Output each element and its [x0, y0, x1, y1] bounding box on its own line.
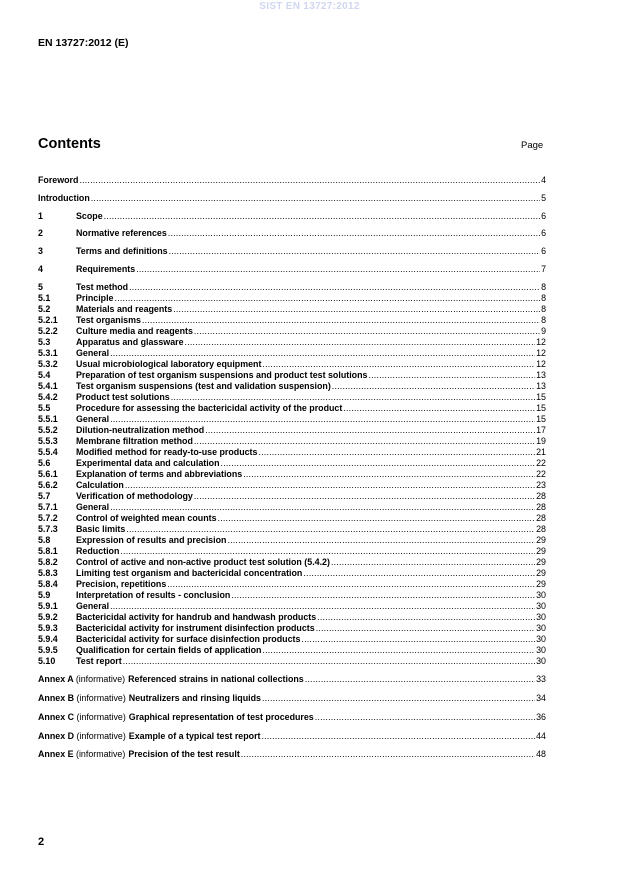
toc-entry-title: Preparation of test organism suspensions and product test solutions — [76, 369, 368, 380]
toc-entry-number: 5.9.2 — [38, 611, 58, 622]
dot-leader — [343, 403, 535, 414]
toc-entry-page: 29 — [536, 556, 546, 567]
toc-entry-title: Introduction — [38, 192, 90, 203]
toc-entry-title: Test report — [76, 655, 122, 666]
watermark: SIST EN 13727:2012 — [259, 1, 360, 12]
toc-entry-page: 29 — [536, 578, 546, 589]
toc-entry-number: 5.9.5 — [38, 644, 58, 655]
toc-entry-page: 29 — [536, 534, 546, 545]
toc-entry-page: 22 — [536, 468, 546, 479]
dot-leader — [317, 612, 535, 623]
annex-prefix — [38, 731, 126, 742]
annex-title: Precision of the test result — [128, 749, 240, 760]
annex-page: 44 — [536, 730, 546, 741]
annex-kind: (informative) — [75, 674, 126, 685]
toc-entry[interactable] — [38, 348, 546, 359]
dot-leader — [368, 370, 535, 381]
toc-entry-page: 28 — [536, 512, 546, 523]
dot-leader — [173, 304, 540, 315]
toc-entry-number: 4 — [38, 263, 43, 274]
toc-entry[interactable] — [38, 590, 546, 601]
toc-entry-title: Materials and reagents — [76, 303, 173, 314]
toc-entry-page: 21 — [536, 446, 546, 457]
dot-leader — [194, 491, 535, 502]
toc-entry-number: 5.9.1 — [38, 600, 58, 611]
dot-leader — [129, 282, 540, 293]
annex-title: Referenced strains in national collections — [128, 674, 304, 685]
toc-entry-page: 8 — [541, 314, 546, 325]
toc-entry-title: Bactericidal activity for handrub and handwash products — [76, 611, 317, 622]
toc-entry-number: 5.9 — [38, 589, 51, 600]
dot-leader — [258, 447, 535, 458]
dot-leader — [331, 557, 535, 568]
dot-leader — [316, 623, 535, 634]
annex-prefix — [38, 712, 126, 723]
dot-leader — [227, 535, 535, 546]
toc-entry-number: 5.8.1 — [38, 545, 58, 556]
toc-entry-title: General — [76, 413, 110, 424]
toc-entry-title: Limiting test organism and bactericidal concentration — [76, 567, 303, 578]
toc-entry-number: 2 — [38, 228, 43, 239]
toc-entry-page: 5 — [541, 192, 546, 203]
toc-entry-title: Experimental data and calculation — [76, 457, 220, 468]
toc-entry-title: Reduction — [76, 545, 120, 556]
toc-entry-number: 5.9.3 — [38, 622, 58, 633]
dot-leader — [79, 175, 540, 186]
toc-entry-page: 30 — [536, 589, 546, 600]
toc-entry-page: 29 — [536, 567, 546, 578]
toc-entry-title: Explanation of terms and abbreviations — [76, 468, 243, 479]
toc-entry-title: Test organism suspensions (test and validation suspension) — [76, 380, 331, 391]
toc-entry[interactable] — [38, 568, 546, 579]
toc-entry[interactable] — [38, 326, 546, 337]
toc-entry-number: 5.5.1 — [38, 413, 58, 424]
toc-entry-title: Test organisms — [76, 314, 141, 325]
toc-entry-title: Modified method for ready-to-use products — [76, 446, 258, 457]
table-of-contents — [38, 175, 546, 760]
dot-leader — [142, 315, 540, 326]
toc-entry-number: 5.2.2 — [38, 325, 58, 336]
toc-entry[interactable] — [38, 436, 546, 447]
dot-leader — [262, 693, 535, 704]
toc-entry-number: 5.1 — [38, 292, 51, 303]
toc-entry[interactable] — [38, 425, 546, 436]
annex-prefix — [38, 749, 125, 760]
toc-entry-number: 5.10 — [38, 655, 56, 666]
toc-entry-page: 17 — [536, 424, 546, 435]
toc-entry-number: 5.8.4 — [38, 578, 58, 589]
dot-leader — [110, 601, 535, 612]
toc-entry-page: 28 — [536, 490, 546, 501]
toc-entry-title: Principle — [76, 292, 114, 303]
toc-entry-page: 15 — [536, 402, 546, 413]
toc-entry-page: 12 — [536, 336, 546, 347]
dot-leader — [332, 381, 535, 392]
toc-entry[interactable] — [38, 645, 546, 656]
toc-entry-number: 5.7.2 — [38, 512, 58, 523]
toc-entry[interactable] — [38, 502, 546, 513]
dot-leader — [243, 469, 535, 480]
toc-entry-title: Requirements — [76, 263, 136, 274]
toc-entry-title: Test method — [76, 281, 129, 292]
dot-leader — [315, 712, 535, 723]
toc-entry[interactable] — [38, 524, 546, 535]
toc-entry[interactable] — [38, 557, 546, 568]
toc-entry[interactable] — [38, 535, 546, 546]
dot-leader — [110, 414, 535, 425]
toc-entry-title: Control of active and non-active product test solution (5.4.2) — [76, 556, 330, 567]
toc-entry[interactable] — [38, 304, 546, 315]
toc-entry-page: 28 — [536, 523, 546, 534]
dot-leader — [120, 546, 535, 557]
dot-leader — [185, 337, 536, 348]
page-number: 2 — [38, 836, 45, 848]
toc-entry-number: 5.3.1 — [38, 347, 58, 358]
annex-kind: (informative) — [76, 730, 126, 741]
annex-kind: (informative) — [76, 693, 126, 704]
toc-entry[interactable] — [38, 447, 546, 458]
toc-entry-number: 5.2.1 — [38, 314, 58, 325]
contents-title: Contents — [38, 136, 101, 152]
toc-entry-number: 5.3.2 — [38, 358, 58, 369]
annex-prefix — [38, 693, 126, 704]
toc-entry-page: 8 — [541, 292, 546, 303]
toc-entry-page: 30 — [536, 655, 546, 666]
toc-entry[interactable] — [38, 315, 546, 326]
dot-leader — [262, 645, 535, 656]
toc-entry-number: 5.5 — [38, 402, 51, 413]
dot-leader — [123, 656, 535, 667]
dot-leader — [125, 480, 535, 491]
toc-entry[interactable] — [38, 601, 546, 612]
toc-entry-page: 4 — [541, 175, 546, 185]
toc-entry-page: 6 — [541, 228, 546, 239]
toc-entry-title: General — [76, 600, 110, 611]
dot-leader — [205, 425, 535, 436]
toc-entry-title: Foreword — [38, 175, 79, 185]
toc-entry-page: 9 — [541, 325, 546, 336]
toc-entry-page: 29 — [536, 545, 546, 556]
toc-entry-number: 5.6 — [38, 457, 51, 468]
annex-page: 34 — [536, 693, 546, 704]
toc-entry-page: 8 — [541, 303, 546, 314]
toc-entry-number: 5.4 — [38, 369, 51, 380]
toc-entry-title: Membrane filtration method — [76, 435, 193, 446]
page-column-label: Page — [521, 140, 544, 151]
toc-entry-title: Qualification for certain fields of application — [76, 644, 262, 655]
toc-entry-page: 30 — [536, 611, 546, 622]
toc-annex-entry[interactable] — [38, 731, 546, 742]
toc-entry-title: General — [76, 501, 110, 512]
toc-entry[interactable] — [38, 264, 546, 275]
annex-label: Annex B — [38, 693, 74, 704]
toc-entry[interactable] — [38, 211, 546, 222]
toc-entry[interactable] — [38, 175, 546, 186]
toc-entry[interactable] — [38, 458, 546, 469]
document-id: EN 13727:2012 (E) — [38, 37, 129, 49]
toc-annex-entry[interactable] — [38, 749, 546, 760]
toc-entry-title: Verification of methodology — [76, 490, 193, 501]
toc-entry[interactable] — [38, 656, 546, 667]
toc-entry-number: 5.6.1 — [38, 468, 58, 479]
toc-entry-title: Expression of results and precision — [76, 534, 227, 545]
toc-entry-page: 6 — [541, 246, 546, 257]
toc-annex-entry[interactable] — [38, 712, 546, 723]
toc-entry[interactable] — [38, 612, 546, 623]
toc-entry-page: 30 — [536, 600, 546, 611]
toc-entry[interactable] — [38, 546, 546, 557]
dot-leader — [104, 211, 540, 222]
dot-leader — [261, 731, 535, 742]
toc-entry-number: 5.2 — [38, 303, 51, 314]
annex-label: Annex C — [38, 711, 74, 722]
annex-title: Neutralizers and rinsing liquids — [128, 693, 261, 704]
annex-kind: (informative) — [75, 749, 126, 760]
toc-entry-number: 5.7.1 — [38, 501, 58, 512]
toc-entry[interactable] — [38, 282, 546, 293]
toc-entry[interactable] — [38, 337, 546, 348]
toc-entry-title: Dilution-neutralization method — [76, 424, 205, 435]
dot-leader — [115, 293, 541, 304]
toc-entry-title: Procedure for assessing the bactericidal activity of the product — [76, 402, 343, 413]
toc-entry-number: 5.5.3 — [38, 435, 58, 446]
toc-entry[interactable] — [38, 491, 546, 502]
toc-entry-title: Calculation — [76, 479, 124, 490]
annex-title: Graphical representation of test procedures — [128, 711, 314, 722]
dot-leader — [91, 193, 540, 204]
toc-entry-title: Precision, repetitions — [76, 578, 167, 589]
toc-entry[interactable] — [38, 359, 546, 370]
dot-leader — [221, 458, 536, 469]
toc-entry-number: 5.9.4 — [38, 633, 58, 644]
toc-entry[interactable] — [38, 469, 546, 480]
toc-entry[interactable] — [38, 193, 546, 204]
toc-annex-entry[interactable] — [38, 674, 546, 685]
dot-leader — [262, 359, 535, 370]
dot-leader — [136, 264, 540, 275]
toc-annex-entry[interactable] — [38, 693, 546, 704]
dot-leader — [218, 513, 536, 524]
toc-entry-number: 5.8.3 — [38, 567, 58, 578]
toc-entry-number: 5.4.2 — [38, 391, 58, 402]
dot-leader — [303, 568, 535, 579]
toc-entry-title: Bactericidal activity for surface disinfection products — [76, 633, 301, 644]
toc-entry-title: Apparatus and glassware — [76, 336, 184, 347]
toc-entry[interactable] — [38, 246, 546, 257]
toc-entry-page: 7 — [541, 263, 546, 274]
annex-label: Annex A — [38, 674, 74, 685]
toc-entry-number: 5.5.2 — [38, 424, 58, 435]
toc-entry-title: Terms and definitions — [76, 246, 168, 257]
toc-entry-title: Culture media and reagents — [76, 325, 193, 336]
toc-entry[interactable] — [38, 392, 546, 403]
toc-entry-page: 12 — [536, 358, 546, 369]
toc-entry-number: 5.5.4 — [38, 446, 58, 457]
toc-entry-number: 5.7.3 — [38, 523, 58, 534]
toc-entry-number: 5.3 — [38, 336, 51, 347]
toc-entry-page: 22 — [536, 457, 546, 468]
annex-label: Annex D — [38, 730, 74, 741]
toc-entry[interactable] — [38, 634, 546, 645]
toc-entry-number: 5.7 — [38, 490, 51, 501]
dot-leader — [305, 674, 535, 685]
annex-page: 33 — [536, 674, 546, 685]
toc-entry-number: 3 — [38, 246, 43, 257]
toc-entry-title: Control of weighted mean counts — [76, 512, 217, 523]
toc-entry-number: 1 — [38, 210, 43, 221]
toc-entry-page: 30 — [536, 633, 546, 644]
dot-leader — [126, 524, 535, 535]
annex-page: 36 — [536, 711, 546, 722]
toc-entry-page: 6 — [541, 210, 546, 221]
dot-leader — [231, 590, 535, 601]
toc-entry-title: Normative references — [76, 228, 167, 239]
dot-leader — [168, 228, 540, 239]
toc-entry[interactable] — [38, 293, 546, 304]
toc-entry-number: 5.8 — [38, 534, 51, 545]
toc-entry[interactable] — [38, 513, 546, 524]
toc-entry-title: Product test solutions — [76, 391, 170, 402]
annex-kind: (informative) — [76, 711, 126, 722]
toc-entry-page: 8 — [541, 281, 546, 292]
toc-entry-page: 13 — [536, 380, 546, 391]
dot-leader — [301, 634, 535, 645]
toc-entry[interactable] — [38, 370, 546, 381]
toc-entry-number: 5 — [38, 281, 43, 292]
toc-entry-title: Scope — [76, 210, 103, 221]
toc-entry-page: 30 — [536, 622, 546, 633]
toc-entry-title: Basic limits — [76, 523, 126, 534]
annex-title: Example of a typical test report — [128, 730, 261, 741]
toc-entry[interactable] — [38, 579, 546, 590]
annex-page: 48 — [536, 749, 546, 760]
dot-leader — [171, 392, 535, 403]
toc-entry-title: Usual microbiological laboratory equipment — [76, 358, 262, 369]
toc-entry[interactable] — [38, 228, 546, 239]
dot-leader — [110, 348, 535, 359]
dot-leader — [194, 436, 535, 447]
toc-entry-number: 5.6.2 — [38, 479, 58, 490]
toc-entry[interactable] — [38, 414, 546, 425]
toc-entry-title: Bactericidal activity for instrument disinfection products — [76, 622, 315, 633]
toc-entry-page: 30 — [536, 644, 546, 655]
toc-entry[interactable] — [38, 480, 546, 491]
toc-entry-title: General — [76, 347, 110, 358]
toc-entry-page: 12 — [536, 347, 546, 358]
dot-leader — [169, 246, 541, 257]
toc-entry-page: 28 — [536, 501, 546, 512]
toc-entry[interactable] — [38, 623, 546, 634]
toc-entry-page: 13 — [536, 369, 546, 380]
dot-leader — [110, 502, 535, 513]
toc-entry[interactable] — [38, 381, 546, 392]
toc-entry-page: 15 — [536, 413, 546, 424]
toc-entry-page: 15 — [536, 391, 546, 402]
dot-leader — [194, 326, 540, 337]
toc-entry-page: 23 — [536, 479, 546, 490]
toc-entry-page: 19 — [536, 435, 546, 446]
toc-entry-number: 5.8.2 — [38, 556, 58, 567]
toc-entry-number: 5.4.1 — [38, 380, 58, 391]
dot-leader — [241, 749, 535, 760]
annex-label: Annex E — [38, 749, 74, 760]
toc-entry[interactable] — [38, 403, 546, 414]
annex-prefix — [38, 674, 125, 685]
dot-leader — [167, 579, 535, 590]
toc-entry-title: Interpretation of results - conclusion — [76, 589, 231, 600]
